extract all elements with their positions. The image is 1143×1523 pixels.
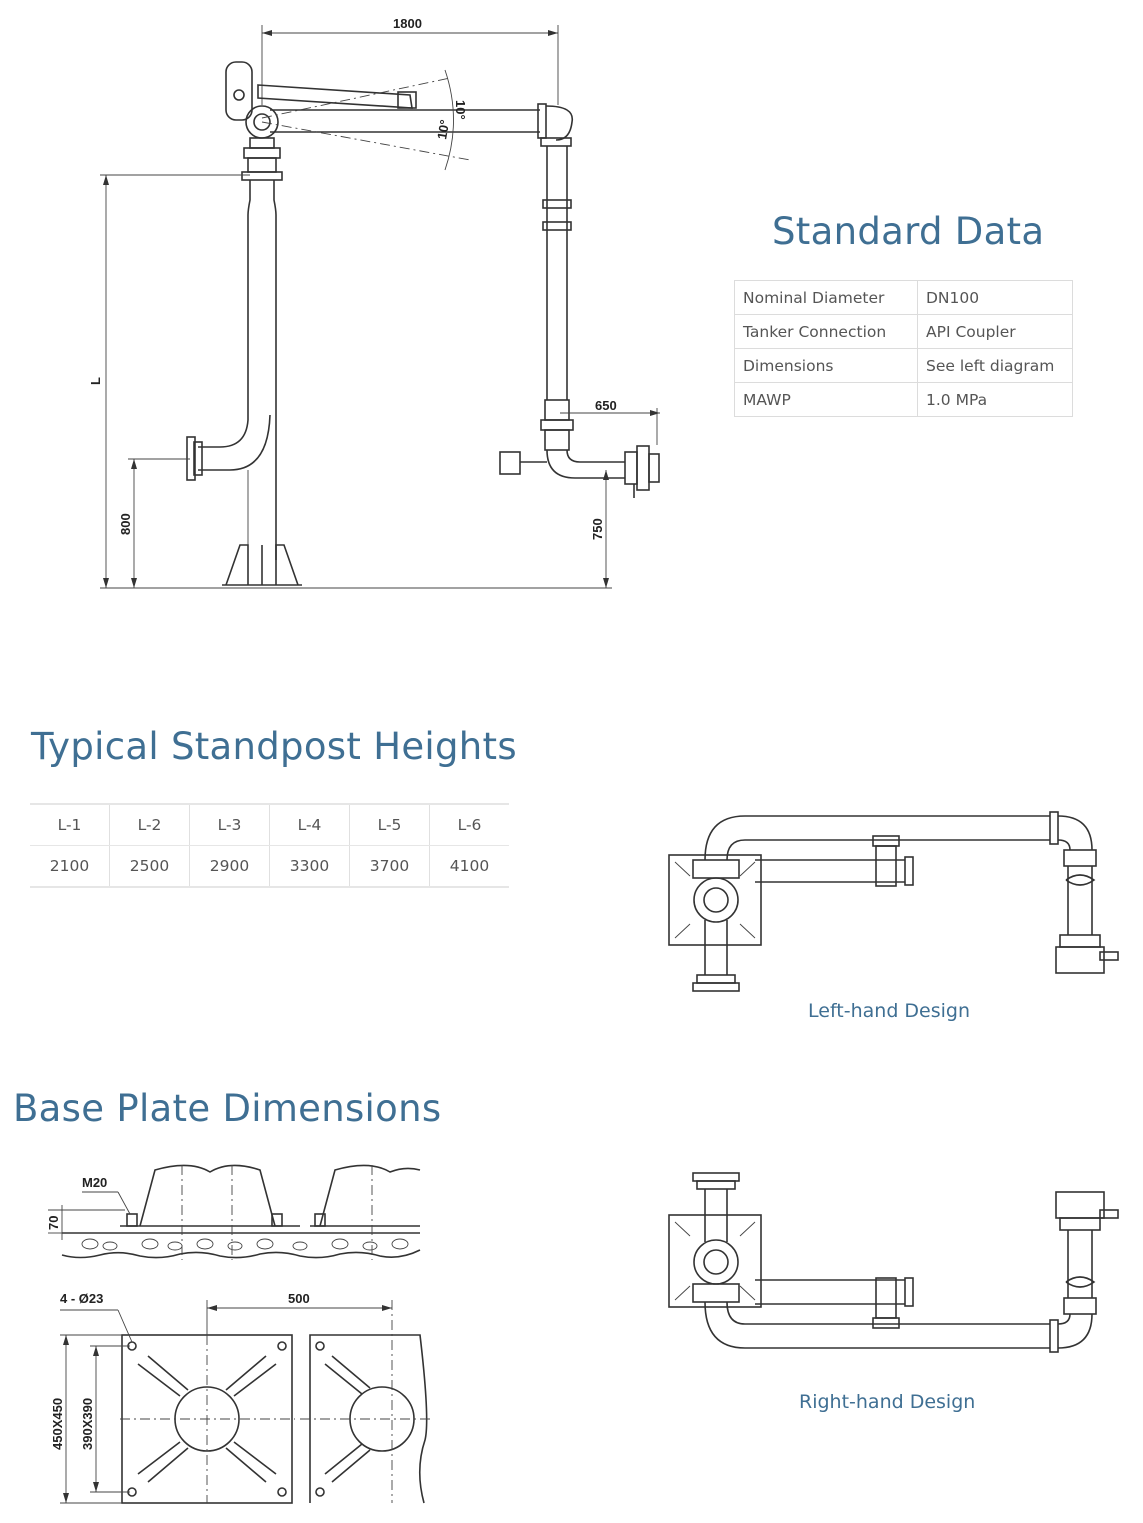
inner-size-label: 390X390 [80, 1397, 95, 1450]
outer-size-label: 450X450 [50, 1397, 65, 1450]
angle-down-label: 10° [434, 118, 453, 141]
dimension-reach [560, 398, 660, 445]
height-value: 4100 [430, 846, 510, 888]
row-label: MAWP [735, 383, 918, 417]
dimension-length [88, 175, 250, 588]
bolt-label: M20 [82, 1175, 108, 1190]
column-header: L-3 [190, 804, 270, 846]
table-row [735, 349, 1073, 383]
dim-reach-label: 650 [595, 398, 617, 413]
standpost [187, 62, 302, 585]
table-row [735, 383, 1073, 417]
holes-label: 4 - Ø23 [60, 1291, 104, 1306]
base-plate-side-view [46, 1165, 420, 1260]
drop-pipe [500, 146, 659, 498]
row-label: Nominal Diameter [735, 281, 918, 315]
standard-data-title: Standard Data [772, 210, 1045, 253]
row-value: DN100 [918, 281, 1073, 315]
dimension-outlet-height [590, 470, 609, 588]
plate-height-label: 70 [46, 1215, 61, 1230]
right-hand-design-drawing [669, 1173, 1118, 1352]
column-header: L-1 [30, 804, 110, 846]
base-plate-top-view [50, 1291, 430, 1503]
height-value: 2100 [30, 846, 110, 888]
row-label: Tanker Connection [735, 315, 918, 349]
standpost-heights-table [30, 803, 509, 888]
height-value: 2900 [190, 846, 270, 888]
standpost-heights-title: Typical Standpost Heights [31, 725, 517, 768]
height-value: 2500 [110, 846, 190, 888]
column-header: L-5 [350, 804, 430, 846]
row-value: 1.0 MPa [918, 383, 1073, 417]
table-row [30, 846, 509, 888]
left-hand-design-caption: Left-hand Design [808, 1000, 971, 1022]
upper-arm [258, 70, 572, 170]
left-hand-design-drawing [669, 812, 1118, 991]
row-value: See left diagram [918, 349, 1073, 383]
spacing-label: 500 [288, 1291, 310, 1306]
dim-outlet-height-label: 750 [590, 518, 605, 540]
angle-up-label: 10° [453, 100, 468, 120]
dim-length-label: L [88, 377, 103, 385]
table-header-row [30, 804, 509, 846]
row-label: Dimensions [735, 349, 918, 383]
dim-width-label: 1800 [393, 16, 422, 31]
column-header: L-2 [110, 804, 190, 846]
row-value: API Coupler [918, 315, 1073, 349]
column-header: L-6 [430, 804, 510, 846]
standard-data-table [734, 280, 1073, 417]
right-hand-design-caption: Right-hand Design [799, 1391, 976, 1413]
height-value: 3700 [350, 846, 430, 888]
column-header: L-4 [270, 804, 350, 846]
table-row [735, 315, 1073, 349]
height-value: 3300 [270, 846, 350, 888]
table-row [735, 281, 1073, 315]
dimension-inlet-height [118, 459, 190, 588]
dim-inlet-height-label: 800 [118, 513, 133, 535]
base-plate-title: Base Plate Dimensions [13, 1087, 442, 1130]
